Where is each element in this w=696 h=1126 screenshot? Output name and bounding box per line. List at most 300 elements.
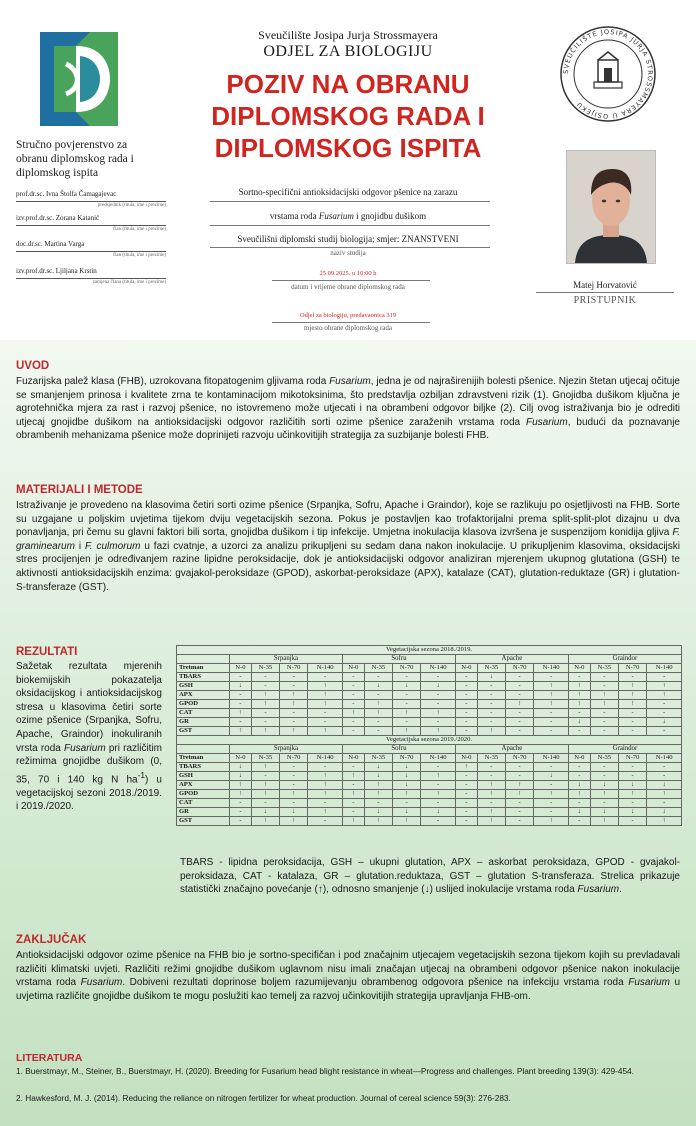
result-cell: ↑ (534, 700, 569, 709)
member-name: izv.prof.dr.sc. Zorana Katanić (16, 214, 100, 222)
result-cell: ↓ (364, 763, 392, 772)
result-cell: - (647, 727, 682, 736)
dose-header: N-35 (364, 664, 392, 673)
result-cell: ↑ (342, 709, 364, 718)
dose-header: N-0 (568, 754, 590, 763)
result-cell: - (619, 799, 647, 808)
dose-header: N-140 (647, 664, 682, 673)
uvod-text: Fuzarijska palež klasa (FHB), uzrokovana fitopatogenim gljivama roda Fusarium, jedna je od najraširenijih bolesti pšenice. Njezin štetan utjecaj očituje se smanjenjem prinosa i kvalitete zrna te kontaminacijom mikotoksinima, što predstavlja ozbiljan zdravstveni rizik (1). Gnojidba dušikom ključna je agrotehnička mjera za rast i razvoj pšenice, no istovremeno može utjecati i na obrambeni odgovor biljke (2). Cilj ovog istraživanja bio je odrediti utjecaj gnojidbe dušikom na antioksidacijski odgovor različitih sorti ozime pšenice zaraženih vrstama roda Fusarium, budući da poznavanje obrambenih mehanizama pšenice može doprinijeti razvoju učinkovitijih strategija za suzbijanje bolesti FHB. (16, 376, 680, 442)
result-cell: - (619, 709, 647, 718)
result-cell: - (619, 718, 647, 727)
result-cell: - (590, 763, 618, 772)
result-cell: ↑ (477, 808, 505, 817)
result-cell: - (647, 709, 682, 718)
result-cell: - (342, 808, 364, 817)
result-cell: ↓ (619, 781, 647, 790)
result-cell: ↓ (393, 781, 421, 790)
cultivar-header: Srpanjka (229, 745, 342, 754)
corner-cell (177, 745, 230, 754)
result-cell: - (506, 673, 534, 682)
dose-header: N-140 (647, 754, 682, 763)
university-seal (558, 24, 658, 124)
result-cell: ↑ (342, 790, 364, 799)
result-cell: - (590, 718, 618, 727)
result-cell: ↑ (308, 700, 343, 709)
result-cell: ↓ (568, 808, 590, 817)
result-cell: - (568, 799, 590, 808)
result-cell: ↑ (506, 700, 534, 709)
candidate-label: PRISTUPNIK (573, 295, 637, 306)
result-cell: - (229, 718, 251, 727)
result-cell: - (534, 673, 569, 682)
result-cell: ↑ (421, 709, 456, 718)
university-name: Sveučilište Josipa Jurja Strossmayera (258, 28, 438, 42)
result-cell: - (251, 682, 279, 691)
dose-header: N-35 (477, 754, 505, 763)
result-cell: ↑ (280, 700, 308, 709)
result-cell: ↓ (364, 808, 392, 817)
result-cell: ↓ (421, 808, 456, 817)
cultivar-header: Apache (455, 655, 568, 664)
dose-header: N-70 (280, 664, 308, 673)
rezultati-heading: REZULTATI (16, 646, 78, 658)
result-cell: ↑ (568, 682, 590, 691)
treatment-name: GSH (177, 682, 230, 691)
result-cell: - (647, 799, 682, 808)
table-row (177, 790, 682, 799)
result-cell: ↓ (364, 772, 392, 781)
result-cell: ↑ (590, 700, 618, 709)
result-cell: ↑ (308, 772, 343, 781)
result-cell: - (477, 700, 505, 709)
result-cell: ↓ (590, 781, 618, 790)
table-row (177, 727, 682, 736)
result-cell: - (506, 709, 534, 718)
result-cell: ↓ (393, 808, 421, 817)
result-cell: - (393, 691, 421, 700)
committee-member (16, 190, 166, 209)
department-logo (36, 30, 122, 128)
result-cell: ↑ (393, 790, 421, 799)
result-cell: ↑ (393, 709, 421, 718)
member-role: član (titula, ime i prezime) (112, 253, 166, 258)
result-cell: ↓ (590, 808, 618, 817)
season-header: Vegetacijska sezona 2018./2019. (177, 646, 682, 655)
result-cell: ↑ (590, 691, 618, 700)
result-cell: - (251, 799, 279, 808)
result-cell: ↓ (647, 808, 682, 817)
result-cell: ↑ (229, 727, 251, 736)
result-cell: - (229, 817, 251, 826)
rezultati-text: Sažetak rezultata mjerenih biokemijskih pokazatelja oksidacijskog i antioksidacijskog stresa u klasovima četiri sorte ozime pšenice (Srpanjka, Sofru, Apache, Graindor) inokuliranih vrsta roda Fusarium pri različitim režimima gnojidbe dušikom (0, 35, 70 i 140 kg N $ha^{-1}$) u vegetacijskoj sezoni 2018./2019. i 2019./2020. (16, 661, 162, 813)
result-cell: - (280, 718, 308, 727)
result-cell: - (619, 673, 647, 682)
result-cell: - (229, 808, 251, 817)
result-cell: - (455, 700, 477, 709)
result-cell: ↓ (568, 781, 590, 790)
result-cell: ↑ (477, 817, 505, 826)
result-cell: - (364, 673, 392, 682)
result-cell: - (590, 727, 618, 736)
dose-header: N-35 (251, 754, 279, 763)
result-cell: - (534, 781, 569, 790)
reference-item: 1. Buerstmayr, M., Steiner, B., Buerstmayr, H. (2020). Breeding for Fusarium head blight resistance in wheat—Progress and challenges. Plant breeding 139(3): 429-454. (16, 1066, 634, 1076)
reference-item: 2. Hawkesford, M. J. (2014). Reducing the reliance on nitrogen fertilizer for wheat production. Journal of cereal science 59(3): 276-283. (16, 1093, 511, 1103)
result-cell: ↑ (421, 772, 456, 781)
table-row (177, 799, 682, 808)
result-cell: - (534, 808, 569, 817)
result-cell: - (421, 763, 456, 772)
cultivar-header: Sofru (342, 745, 455, 754)
table-row (177, 817, 682, 826)
table-row (177, 682, 682, 691)
result-cell: - (455, 709, 477, 718)
thesis-title-line: Sortno-specifični antioksidacijski odgovor pšenice na zarazu (238, 187, 458, 197)
result-cell: - (455, 772, 477, 781)
result-cell: - (229, 700, 251, 709)
result-cell: - (308, 673, 343, 682)
dose-header: N-0 (342, 754, 364, 763)
result-cell: - (647, 700, 682, 709)
dose-header: N-0 (455, 754, 477, 763)
result-cell: ↑ (534, 691, 569, 700)
result-cell: - (455, 799, 477, 808)
result-cell: ↑ (455, 763, 477, 772)
result-cell: - (455, 718, 477, 727)
result-cell: - (308, 817, 343, 826)
dose-header: N-140 (308, 754, 343, 763)
result-cell: ↑ (280, 691, 308, 700)
dose-header: N-70 (619, 664, 647, 673)
result-cell: - (619, 763, 647, 772)
dose-header: N-70 (506, 754, 534, 763)
result-cell: - (342, 700, 364, 709)
treatment-name: TBARS (177, 673, 230, 682)
result-cell: ↑ (506, 790, 534, 799)
result-cell: ↓ (619, 808, 647, 817)
result-cell: - (308, 718, 343, 727)
result-cell: ↑ (619, 790, 647, 799)
dose-header: N-70 (506, 664, 534, 673)
dose-header: N-0 (342, 664, 364, 673)
result-cell: - (421, 817, 456, 826)
committee-member (16, 267, 166, 286)
result-cell: ↑ (342, 817, 364, 826)
result-cell: - (506, 808, 534, 817)
dose-header: N-70 (393, 664, 421, 673)
study-label: naziv studija (330, 249, 366, 257)
result-cell: - (229, 673, 251, 682)
member-name: doc.dr.sc. Martina Varga (16, 240, 85, 248)
result-cell: ↓ (568, 718, 590, 727)
result-cell: - (229, 691, 251, 700)
result-cell: - (619, 727, 647, 736)
result-cell: ↓ (393, 763, 421, 772)
result-cell: - (342, 673, 364, 682)
treatment-name: GR (177, 718, 230, 727)
result-cell: - (251, 673, 279, 682)
cultivar-header: Apache (455, 745, 568, 754)
title-line: POZIV NA OBRANU (226, 69, 470, 99)
result-cell: - (568, 817, 590, 826)
cultivar-header: Srpanjka (229, 655, 342, 664)
result-cell: - (421, 799, 456, 808)
defense-datetime: 25.09.2025. u 10:00 h (319, 270, 377, 277)
table-row (177, 673, 682, 682)
result-cell: ↑ (647, 790, 682, 799)
result-cell: ↑ (364, 700, 392, 709)
result-cell: - (590, 772, 618, 781)
result-cell: - (308, 799, 343, 808)
result-cell: - (280, 682, 308, 691)
title-line: DIPLOMSKOG ISPITA (214, 133, 482, 163)
result-cell: ↓ (647, 781, 682, 790)
result-cell: ↓ (280, 808, 308, 817)
dose-header: N-140 (308, 664, 343, 673)
result-cell: - (251, 718, 279, 727)
result-cell: ↓ (229, 682, 251, 691)
thesis-title-line: vrstama roda Fusarium i gnojidbu dušikom (269, 211, 427, 221)
result-cell: - (280, 781, 308, 790)
result-cell: ↑ (280, 790, 308, 799)
result-cell: - (534, 763, 569, 772)
result-cell: - (568, 673, 590, 682)
result-cell: - (506, 691, 534, 700)
table-row (177, 808, 682, 817)
result-cell: ↓ (251, 808, 279, 817)
result-cell: - (647, 673, 682, 682)
result-cell: ↑ (308, 727, 343, 736)
treatment-name: CAT (177, 709, 230, 718)
result-cell: - (455, 808, 477, 817)
result-cell: - (506, 817, 534, 826)
result-cell: ↓ (364, 682, 392, 691)
result-cell: - (455, 691, 477, 700)
result-cell: ↑ (364, 790, 392, 799)
result-cell: ↑ (568, 700, 590, 709)
result-cell: - (590, 673, 618, 682)
dose-header: N-0 (455, 664, 477, 673)
result-cell: - (308, 763, 343, 772)
result-cell: ↑ (364, 781, 392, 790)
result-cell: - (280, 772, 308, 781)
result-cell: - (251, 709, 279, 718)
result-cell: ↑ (477, 790, 505, 799)
result-cell: - (568, 772, 590, 781)
result-cell: ↑ (251, 781, 279, 790)
result-cell: - (308, 709, 343, 718)
result-cell: - (590, 799, 618, 808)
result-cell: - (455, 727, 477, 736)
member-name: prof.dr.sc. Ivna Štolfa Čamagajevac (16, 190, 117, 198)
result-cell: ↑ (619, 691, 647, 700)
result-cell: ↓ (229, 763, 251, 772)
result-cell: ↑ (393, 727, 421, 736)
result-cell: - (568, 709, 590, 718)
result-cell: ↑ (280, 817, 308, 826)
result-cell: ↑ (534, 682, 569, 691)
dose-header: N-140 (534, 664, 569, 673)
result-cell: ↓ (229, 772, 251, 781)
result-cell: ↑ (308, 808, 343, 817)
page-title (150, 68, 546, 164)
defense-place: Odjel za biologiju, predavaonica 319 (299, 312, 397, 319)
table-row (177, 781, 682, 790)
dose-header: N-140 (421, 754, 456, 763)
result-cell: - (393, 700, 421, 709)
result-cell: ↑ (590, 817, 618, 826)
table-row (177, 691, 682, 700)
result-cell: - (455, 781, 477, 790)
result-cell: - (506, 772, 534, 781)
result-cell: - (534, 718, 569, 727)
result-cell: - (342, 691, 364, 700)
result-cell: - (455, 817, 477, 826)
result-cell: ↑ (590, 790, 618, 799)
result-cell: - (421, 691, 456, 700)
committee-member (16, 240, 166, 259)
result-cell: ↑ (619, 700, 647, 709)
result-cell: ↑ (342, 772, 364, 781)
dose-header: N-0 (568, 664, 590, 673)
result-cell: - (251, 772, 279, 781)
dose-header: N-70 (280, 754, 308, 763)
result-cell: - (647, 763, 682, 772)
treatment-name: GR (177, 808, 230, 817)
result-cell: ↑ (506, 781, 534, 790)
result-cell: ↑ (364, 709, 392, 718)
result-cell: ↓ (393, 772, 421, 781)
result-cell: - (421, 700, 456, 709)
zakljucak-heading: ZAKLJUČAK (16, 934, 87, 946)
result-cell: - (421, 718, 456, 727)
metode-text: Istraživanje je provedeno na klasovima četiri sorti ozime pšenice (Srpanjka, Sofru, Apache i Graindor), koje se razlikuju po osjetljivosti na FHB. Sorte su uzgajane u poljskim uvjetima tijekom dviju vegetacijskih sezona. Pokus je postavljen kao trofaktorijalni prema split-split-plot dizajnu u dva ponavljanja, pri čemu su glavni faktori bili sorta, gnojidba dušikom i tip infekcije. Umjetna inokulacija klasova izvršena je suspenzijom konidija gljiva F. graminearum i F. culmorum u fazi cvatnje, a uzorci za analizu prikupljeni su sedam dana nakon inokulacije. U prikupljenim klasovima, oksidacijski stres procijenjen je određivanjem razine lipidne peroksidacije, dok je antioksidacijski odgovor analiziran mjerenjem ukupnog glutationa (GSH) te aktivnosti antioksidacijskih enzima: gvajakol-peroksidaze (GPOD), askorbat-peroksidaze (APX), katalaze (CAT), glutation-reduktaze (GR) i glutation-S-transferaze (GST). (16, 500, 680, 593)
result-cell: ↓ (393, 682, 421, 691)
result-cell: - (342, 799, 364, 808)
result-cell: ↓ (647, 718, 682, 727)
title-line: DIPLOMSKOG RADA I (211, 101, 485, 131)
result-cell: ↑ (308, 781, 343, 790)
result-cell: ↑ (534, 817, 569, 826)
result-cell: - (534, 727, 569, 736)
result-cell: - (534, 799, 569, 808)
result-cell: - (506, 682, 534, 691)
result-cell: - (393, 673, 421, 682)
dose-header: N-140 (534, 754, 569, 763)
member-name: izv.prof.dr.sc. Ljiljana Krstin (16, 267, 97, 275)
result-cell: - (477, 709, 505, 718)
place-label: mjesto obrane diplomskog rada (303, 324, 393, 332)
result-cell: ↑ (251, 727, 279, 736)
result-cell: - (280, 709, 308, 718)
dose-header: N-70 (619, 754, 647, 763)
committee-heading: Stručno povjerenstvo za obranu diplomskog rada i diplomskog ispita (16, 139, 134, 179)
table-row (177, 700, 682, 709)
result-cell: ↑ (308, 682, 343, 691)
result-cell: ↓ (421, 682, 456, 691)
result-cell: - (506, 763, 534, 772)
dose-header: N-35 (590, 664, 618, 673)
committee-member (16, 214, 166, 233)
result-cell: ↑ (308, 691, 343, 700)
candidate-name: Matej Horvatović (573, 280, 637, 290)
treatment-name: APX (177, 781, 230, 790)
dose-header: N-0 (229, 664, 251, 673)
dose-header: N-35 (590, 754, 618, 763)
result-cell: - (342, 682, 364, 691)
result-cell: ↑ (229, 709, 251, 718)
result-cell: ↑ (251, 817, 279, 826)
result-cell: - (364, 691, 392, 700)
treatment-name: APX (177, 691, 230, 700)
table-row (177, 718, 682, 727)
treatment-name: CAT (177, 799, 230, 808)
result-cell: - (421, 781, 456, 790)
result-cell: - (477, 691, 505, 700)
result-cell: - (506, 799, 534, 808)
study-name: Sveučilišni diplomski studij biologija; smjer: ZNANSTVENI (237, 234, 459, 244)
treatment-header: Tretman (177, 754, 230, 763)
candidate-block (530, 280, 680, 306)
dose-header: N-35 (364, 754, 392, 763)
result-cell: ↑ (568, 691, 590, 700)
result-cell: ↑ (647, 817, 682, 826)
result-cell: - (477, 799, 505, 808)
literatura-heading: LITERATURA (16, 1052, 83, 1064)
result-cell: - (455, 682, 477, 691)
result-cell: - (506, 718, 534, 727)
member-role: zamjena člana (titula, ime i prezime) (92, 280, 166, 285)
result-cell: ↑ (477, 727, 505, 736)
treatment-name: GPOD (177, 700, 230, 709)
result-cell: - (364, 718, 392, 727)
season-header: Vegetacijska sezona 2019./2020. (177, 736, 682, 745)
cultivar-header: Graindor (568, 745, 681, 754)
metode-heading: MATERIJALI I METODE (16, 484, 143, 496)
treatment-header: Tretman (177, 664, 230, 673)
result-cell: - (455, 790, 477, 799)
result-cell: - (477, 772, 505, 781)
cultivar-header: Sofru (342, 655, 455, 664)
result-cell: ↑ (229, 781, 251, 790)
seal-text: SVEUČILIŠTE JOSIPA JURJA STROSSMAYERA U OSIJEKU (561, 27, 655, 121)
result-cell: - (477, 682, 505, 691)
result-cell: - (477, 763, 505, 772)
result-cell: - (342, 763, 364, 772)
result-cell: - (506, 727, 534, 736)
treatment-name: GST (177, 727, 230, 736)
result-cell: - (568, 727, 590, 736)
result-cell: ↑ (421, 790, 456, 799)
result-cell: - (364, 727, 392, 736)
corner-cell (177, 655, 230, 664)
result-cell: ↓ (477, 673, 505, 682)
result-cell: ↑ (308, 790, 343, 799)
result-cell: ↑ (280, 727, 308, 736)
result-cell: - (393, 718, 421, 727)
results-table (176, 645, 682, 826)
treatment-name: GST (177, 817, 230, 826)
dose-header: N-140 (421, 664, 456, 673)
dose-header: N-70 (393, 754, 421, 763)
result-cell: ↑ (647, 682, 682, 691)
result-cell: ↓ (534, 772, 569, 781)
result-cell: ↑ (619, 682, 647, 691)
treatment-name: TBARS (177, 763, 230, 772)
result-cell: ↑ (229, 790, 251, 799)
datetime-label: datum i vrijeme obrane diplomskog rada (291, 283, 405, 291)
result-cell: - (393, 799, 421, 808)
